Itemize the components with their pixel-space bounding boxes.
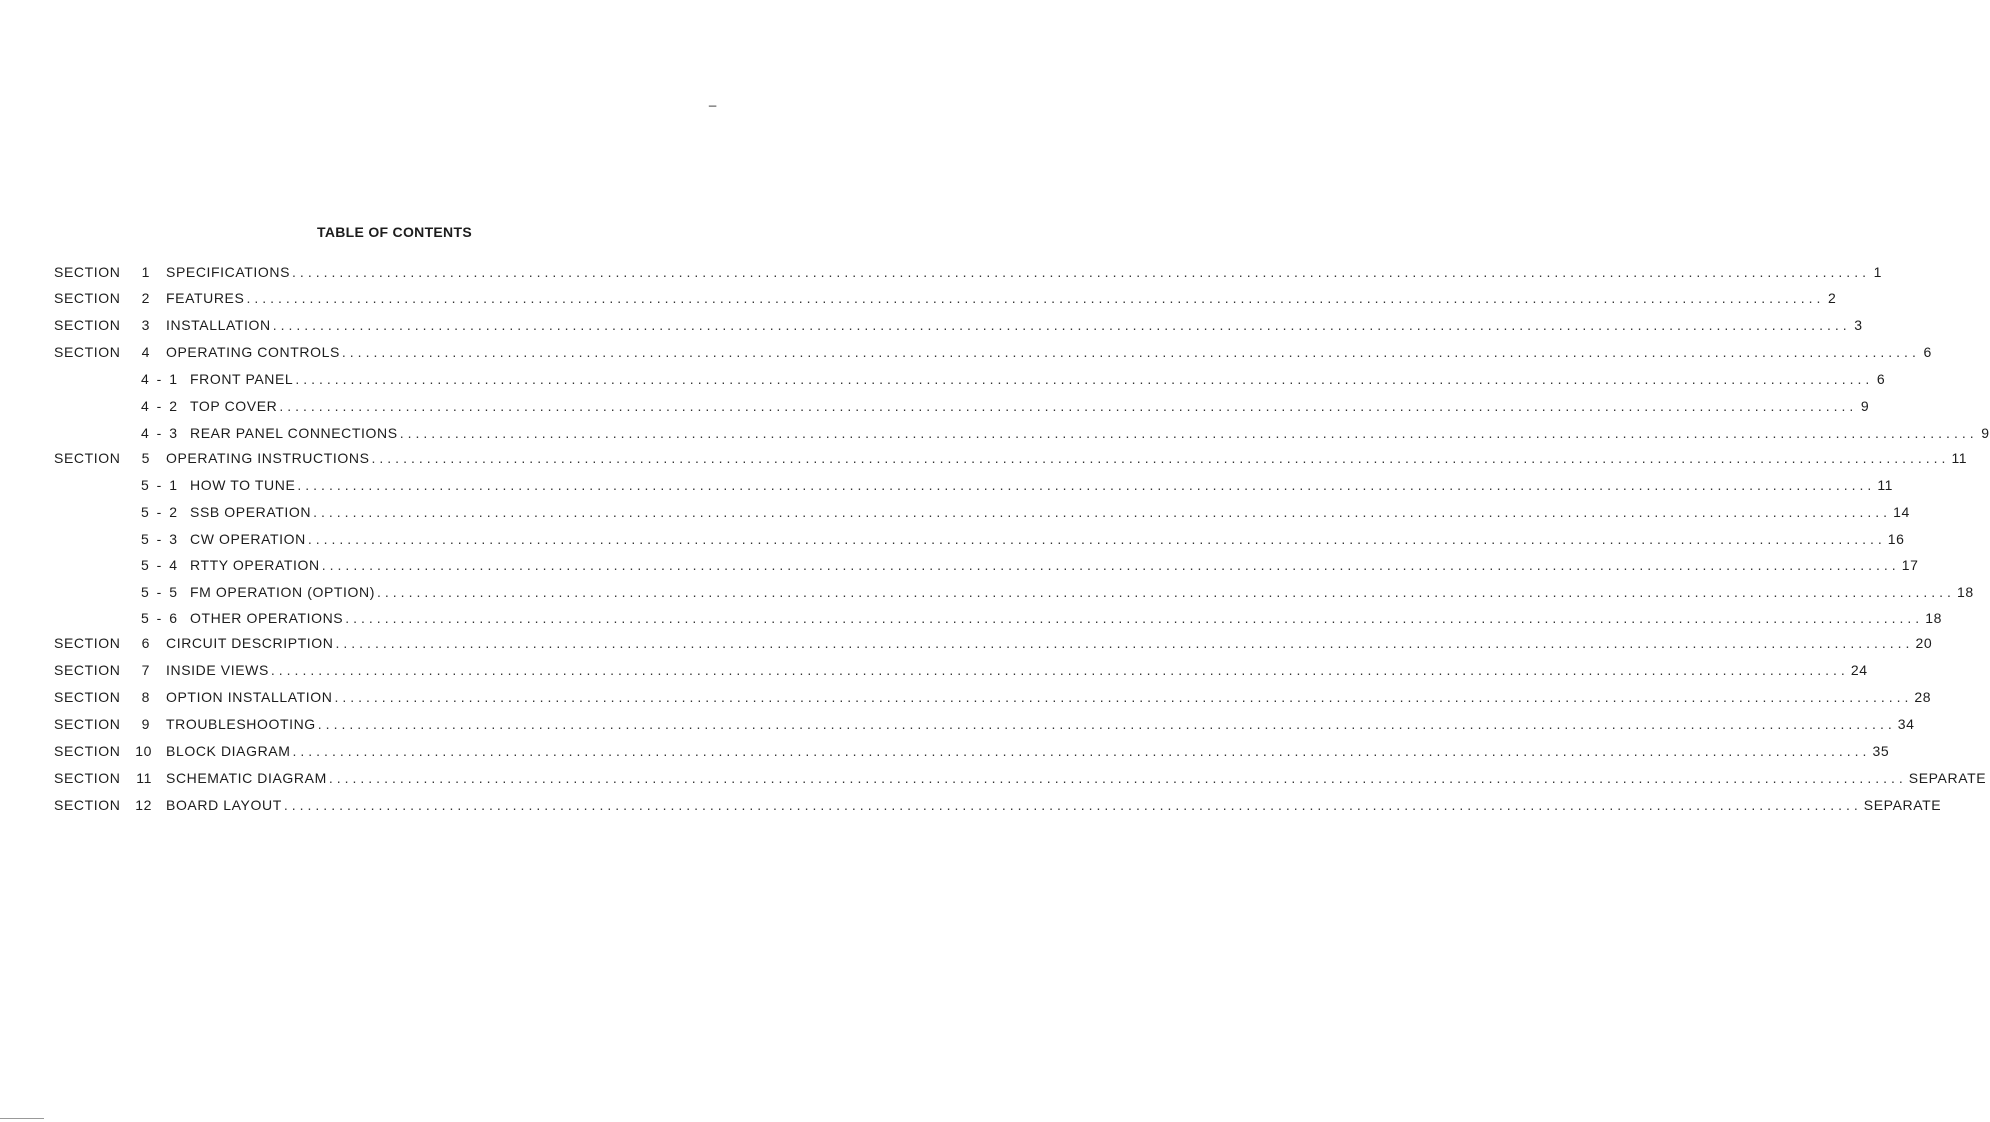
toc-entry-line <box>190 557 1919 573</box>
page-number: 18 <box>1956 584 1974 600</box>
dot-leader: ........................................................................................................................................................................................................ <box>283 797 1862 813</box>
toc-entry-line <box>190 371 1886 387</box>
toc-entry <box>0 689 1932 707</box>
dot-leader: ........................................................................................................................................................................................................ <box>297 477 1876 493</box>
entry-title: HOW TO TUNE <box>190 477 296 493</box>
section-word: SECTION <box>54 689 121 705</box>
toc-entry <box>0 477 1894 495</box>
entry-title: REAR PANEL CONNECTIONS <box>190 425 398 441</box>
section-number: 9 <box>141 716 150 732</box>
dot-leader: ........................................................................................................................................................................................................ <box>377 584 1955 600</box>
toc-entry <box>0 635 1933 653</box>
section-word: SECTION <box>54 770 121 786</box>
dot-leader: ........................................................................................................................................................................................................ <box>295 371 1874 387</box>
entry-title: FRONT PANEL <box>190 371 294 387</box>
dot-leader: ........................................................................................................................................................................................................ <box>328 770 1907 786</box>
entry-title: BOARD LAYOUT <box>166 797 282 813</box>
page-number: 9 <box>1981 425 1990 441</box>
dot-leader: ........................................................................................................................................................................................................ <box>279 398 1858 414</box>
section-word: SECTION <box>54 344 121 360</box>
page-number: 28 <box>1914 689 1932 705</box>
entry-title: CIRCUIT DESCRIPTION <box>166 635 334 651</box>
entry-title: SPECIFICATIONS <box>166 264 291 280</box>
entry-title: OPTION INSTALLATION <box>166 689 333 705</box>
section-number: 5 <box>141 450 150 466</box>
section-number: 3 <box>141 317 150 333</box>
dot-leader: ........................................................................................................................................................................................................ <box>270 662 1849 678</box>
dot-leader: ........................................................................................................................................................................................................ <box>345 610 1924 626</box>
section-number: 2 <box>141 290 150 306</box>
section-number: 4 <box>141 344 150 360</box>
toc-entry <box>0 398 1870 416</box>
section-word: SECTION <box>54 635 121 651</box>
page-number: 34 <box>1897 716 1915 732</box>
page-number: 3 <box>1854 317 1863 333</box>
toc-entry-line <box>190 531 1905 547</box>
subsection-number: 5 - 5 <box>141 584 180 600</box>
page-number: 6 <box>1923 344 1932 360</box>
page-number: 11 <box>1877 477 1894 493</box>
toc-entry <box>0 371 1886 389</box>
entry-title: OTHER OPERATIONS <box>190 610 344 626</box>
page-number: 20 <box>1915 635 1933 651</box>
subsection-number: 5 - 3 <box>141 531 180 547</box>
toc-entry <box>0 557 1919 575</box>
toc-entry-line <box>166 662 1868 678</box>
entry-title: INSTALLATION <box>166 317 271 333</box>
toc-entry <box>0 425 1990 443</box>
section-word: SECTION <box>54 743 121 759</box>
section-number: 6 <box>141 635 150 651</box>
toc-entry-line <box>166 743 1890 759</box>
edge-scratch <box>0 1118 44 1119</box>
subsection-number: 5 - 6 <box>141 610 180 626</box>
page-number: 35 <box>1872 743 1890 759</box>
dot-leader: ........................................................................................................................................................................................................ <box>371 450 1950 466</box>
toc-entry <box>0 770 1987 788</box>
toc-entry-line <box>166 264 1882 280</box>
toc-entry-line <box>166 797 1942 813</box>
toc-entry-line <box>166 716 1915 732</box>
page-number: 18 <box>1925 610 1942 626</box>
corner-mark: _ <box>709 92 717 107</box>
entry-title: RTTY OPERATION <box>190 557 320 573</box>
subsection-number: 4 - 2 <box>141 398 180 414</box>
toc-entry-line <box>190 477 1894 493</box>
dot-leader: ........................................................................................................................................................................................................ <box>313 504 1892 520</box>
entry-title: TROUBLESHOOTING <box>166 716 316 732</box>
toc-entry <box>0 344 1932 362</box>
page-number: SEPARATE <box>1908 770 1987 786</box>
section-word: SECTION <box>54 317 121 333</box>
entry-title: OPERATING CONTROLS <box>166 344 340 360</box>
dot-leader: ........................................................................................................................................................................................................ <box>321 557 1900 573</box>
toc-entry-line <box>190 610 1942 626</box>
page-number: 6 <box>1876 371 1886 387</box>
section-word: SECTION <box>54 264 121 280</box>
toc-entry-line <box>166 290 1837 306</box>
dot-leader: ........................................................................................................................................................................................................ <box>292 743 1871 759</box>
dot-leader: ........................................................................................................................................................................................................ <box>272 317 1851 333</box>
page-title: TABLE OF CONTENTS <box>317 224 472 240</box>
dot-leader: ........................................................................................................................................................................................................ <box>307 531 1886 547</box>
page-number: 11 <box>1951 450 1968 466</box>
section-number: 10 <box>135 743 152 759</box>
entry-title: TOP COVER <box>190 398 278 414</box>
page-number: SEPARATE <box>1863 797 1942 813</box>
toc-entry <box>0 743 1890 761</box>
toc-entry <box>0 584 1974 602</box>
toc-entry <box>0 716 1915 734</box>
subsection-number: 4 - 3 <box>141 425 180 441</box>
toc-entry-line <box>166 635 1933 651</box>
dot-leader: ........................................................................................................................................................................................................ <box>246 290 1825 306</box>
toc-entry <box>0 290 1837 308</box>
toc-entry-line <box>190 504 1910 520</box>
toc-entry <box>0 317 1863 335</box>
page-number: 16 <box>1887 531 1905 547</box>
section-number: 7 <box>141 662 150 678</box>
toc-entry-line <box>190 398 1870 414</box>
dot-leader: ........................................................................................................................................................................................................ <box>317 716 1896 732</box>
entry-title: CW OPERATION <box>190 531 306 547</box>
page-number: 2 <box>1827 290 1837 306</box>
section-number: 12 <box>135 797 152 813</box>
entry-title: BLOCK DIAGRAM <box>166 743 291 759</box>
page-number: 17 <box>1901 557 1919 573</box>
dot-leader: ........................................................................................................................................................................................................ <box>399 425 1978 441</box>
page-number: 9 <box>1860 398 1870 414</box>
toc-entry-line <box>166 689 1932 705</box>
toc-entry <box>0 610 1942 628</box>
dot-leader: ........................................................................................................................................................................................................ <box>334 689 1913 705</box>
toc-entry <box>0 797 1942 815</box>
toc-entry <box>0 531 1905 549</box>
dot-leader: ........................................................................................................................................................................................................ <box>292 264 1870 280</box>
subsection-number: 5 - 4 <box>141 557 180 573</box>
entry-title: INSIDE VIEWS <box>166 662 269 678</box>
toc-entry-line <box>166 317 1863 333</box>
subsection-number: 4 - 1 <box>141 371 180 387</box>
toc-entry-line <box>190 584 1974 600</box>
dot-leader: ........................................................................................................................................................................................................ <box>341 344 1920 360</box>
subsection-number: 5 - 2 <box>141 504 180 520</box>
entry-title: OPERATING INSTRUCTIONS <box>166 450 370 466</box>
dot-leader: ........................................................................................................................................................................................................ <box>335 635 1914 651</box>
toc-entry-line <box>166 344 1932 360</box>
subsection-number: 5 - 1 <box>141 477 180 493</box>
toc-entry <box>0 504 1910 522</box>
toc-entry <box>0 264 1882 282</box>
entry-title: SSB OPERATION <box>190 504 312 520</box>
entry-title: FM OPERATION (OPTION) <box>190 584 376 600</box>
section-number: 11 <box>136 770 152 786</box>
page-number: 24 <box>1850 662 1868 678</box>
section-word: SECTION <box>54 797 121 813</box>
toc-entry <box>0 662 1868 680</box>
section-word: SECTION <box>54 450 121 466</box>
entry-title: FEATURES <box>166 290 245 306</box>
section-number: 8 <box>141 689 150 705</box>
section-number: 1 <box>141 264 150 280</box>
page-number: 1 <box>1873 264 1882 280</box>
toc-entry-line <box>166 450 1968 466</box>
page-number: 14 <box>1893 504 1910 520</box>
section-word: SECTION <box>54 716 121 732</box>
section-word: SECTION <box>54 290 121 306</box>
section-word: SECTION <box>54 662 121 678</box>
entry-title: SCHEMATIC DIAGRAM <box>166 770 327 786</box>
toc-entry-line <box>190 425 1990 441</box>
toc-entry <box>0 450 1968 468</box>
toc-entry-line <box>166 770 1987 786</box>
